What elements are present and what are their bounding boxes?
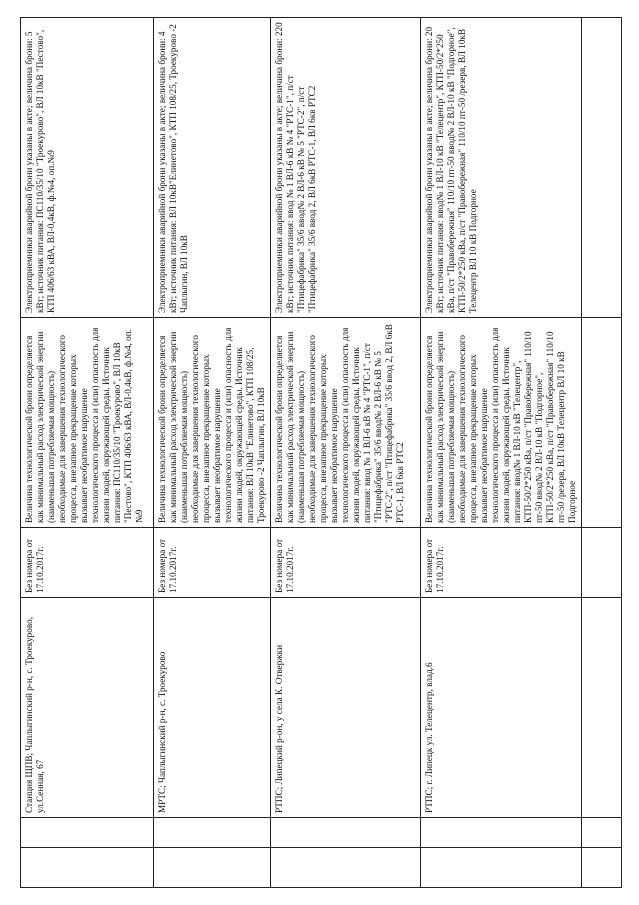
act-number-cell: Без номера от 17.10.2017г. — [271, 528, 421, 598]
emergency-reserve-cell: Электроприемники аварийной брони указаны в акте; величина брони: 20 кВт; источник питания: ввод№ 1 ВЛ-10 кВ "Телецентр", КТП-50/2*250 кВа, п/ст "Правобережная" 110/10 пт-50 ввод№ 2 ВЛ-10 кВ "Подгорное", КТП-50/2*250 кВа, п/ст "Правобережная" 110/10 пт-50 /резерв, ВЛ 10кВ Телецентр ВЛ 10 кВ Подгорное — [421, 18, 582, 318]
table-row — [154, 18, 271, 888]
emergency-reserve-cell: Электроприемники аварийной брони указаны в акте; величина брони: 4 кВт; источник питания: ВЛ 10кВ"Елинетово", КТП 108/25, Троекурово -2 Чаплыгин, ВЛ 10кВ — [154, 18, 271, 318]
empty-cell — [154, 818, 271, 848]
tech-reserve-cell: Величина технологической брони определяется как минимальный расход электрической энергии (наименьшая потребляемая мощность) необходимые для завершения технологического процесса, внезапное прекращение которых вызывает необратимое нарушение технологического процесса и (или) опасность для жизни людей, окружающей среды. Источник питания: ВЛ 10кВ "Елинетово", КТП 108/25, Троекурово -2 Чаплыгин, ВЛ 10кВ — [154, 318, 271, 528]
table-row-empty — [582, 18, 622, 888]
object-cell: МРТС; Чаплыгинский р-н, с. Троекурово — [154, 598, 271, 818]
rotated-table-container — [20, 18, 616, 888]
tech-reserve-cell: Величина технологической брони определяется как минимальный расход электрической энергии (наименьшая потребляемая мощность) необходимые для завершения технологического процесса, внезапное прекращение которых вызывает необратимое нарушение технологического процесса и (или) опасность для жизни людей, окружающей среды. Источник питания: ПС110/35/10 "Троекурово", ВЛ 10кВ "Пестово", КТП 406/63 кВА, ВЛ-0,4кВ, ф.№4, оп.№9 — [21, 318, 154, 528]
act-number-cell: Без номера от 17.10.2017г. — [21, 528, 154, 598]
empty-cell — [271, 818, 421, 848]
table-row — [271, 18, 421, 888]
empty-cell — [582, 818, 622, 848]
empty-cell — [421, 818, 582, 848]
empty-cell — [582, 598, 622, 818]
empty-cell — [271, 848, 421, 888]
empty-cell — [21, 848, 154, 888]
empty-cell — [582, 18, 622, 318]
object-cell: Станция ЩПВ; Чаплыгинский р-н, с. Троекурово, ул.Сенная, 67 — [21, 598, 154, 818]
table-row — [421, 18, 582, 888]
reservation-table — [20, 17, 622, 888]
emergency-reserve-cell: Электроприемники аварийной брони указаны в акте; величина брони: 220 кВт; источник питания: ввод № 1 ВЛ-6 кВ № 4 "РТС-1", п/ст "Птицефабрика" 35/6 ввод№ 2 ВЛ-6 кВ № 5 "РТС-2", п/ст "Птицефабрика" 35/6 ввод 2, ВЛ 6кВ РТС-1, ВЛ 6кв РТС2 — [271, 18, 421, 318]
empty-cell — [21, 818, 154, 848]
tech-reserve-cell: Величина технологической брони определяется как минимальный расход электрической энергии (наименьшая потребляемая мощность) необходимые для завершения технологического процесса, внезапное прекращение которых вызывает необратимое нарушение технологического процесса и (или) опасность для жизни людей, окружающей среды. Источник питания: ввод № 1 ВЛ-6 кВ № 4 "РТС-1", п/ст "Птицефабрика" 35/6 ввод№ 2 ВЛ-6 кВ № 5 "РТС-2", п/ст "Птицефабрика" 35/6 ввод 2, ВЛ 6кВ РТС-1, ВЛ 6кв РТС2 — [271, 318, 421, 528]
empty-cell — [582, 528, 622, 598]
empty-cell — [582, 318, 622, 528]
act-number-cell: Без номера от 17.10.2017г. — [154, 528, 271, 598]
empty-cell — [421, 848, 582, 888]
emergency-reserve-cell: Электроприемники аварийной брони указаны в акте; величина брони: 5 кВт; источник питания: ПС110/35/10 "Троекурово", ВЛ 10кВ "Пестово", КТП 406/63 кВА, ВЛ-0,4кВ, ф.№4, оп.№9 — [21, 18, 154, 318]
table-row — [21, 18, 154, 888]
object-cell: РТПС; г. Липецк ул. Телецентр, влад.6 — [421, 598, 582, 818]
empty-cell — [582, 848, 622, 888]
act-number-cell: Без номера от 17.10.2017г. — [421, 528, 582, 598]
tech-reserve-cell: Величина технологической брони определяется как минимальный расход электрической энергии (наименьшая потребляемая мощность) необходимые для завершения технологического процесса, внезапное прекращение которых вызывает необратимое нарушение технологического процесса и (или) опасность для жизни людей, окружающей среды. Источник питания: ввод№ 1 ВЛ-10 кВ "Телецентр", КТП-50/2*250 кВа, п/ст "Правобережная" 110/10 пт-50 ввод№ 2 ВЛ-10 кВ "Подгорное", КТП-50/2*250 кВа, п/ст "Правобережная" 110/10 пт-50 /резерв, ВЛ 10кВ Телецентр ВЛ 10 кВ Подгорное — [421, 318, 582, 528]
empty-cell — [154, 848, 271, 888]
object-cell: РТПС; Липецкий р-он, у села К. Отвержки — [271, 598, 421, 818]
